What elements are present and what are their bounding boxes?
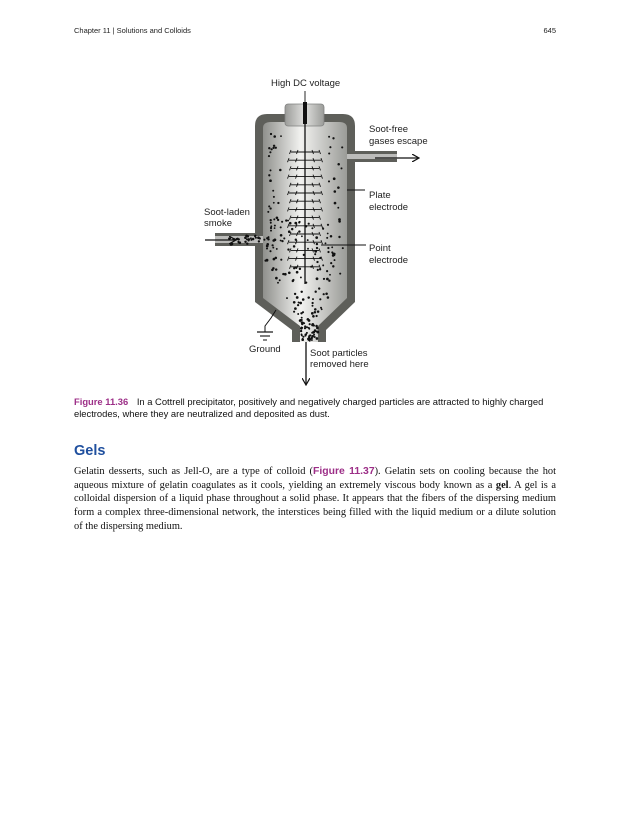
soot-particle xyxy=(299,302,302,305)
soot-particle xyxy=(252,238,255,241)
soot-particle xyxy=(314,329,317,332)
soot-particle xyxy=(272,147,274,149)
soot-particle xyxy=(323,293,325,295)
soot-particle xyxy=(308,327,310,329)
soot-particle xyxy=(292,280,294,282)
soot-particle xyxy=(270,225,272,227)
soot-particle xyxy=(316,327,319,330)
soot-particle xyxy=(311,323,314,326)
soot-particle xyxy=(301,323,303,325)
soot-particle xyxy=(275,268,277,270)
soot-particle xyxy=(270,222,272,224)
soot-particle xyxy=(326,237,328,239)
soot-particle xyxy=(297,304,299,306)
soot-particle xyxy=(304,325,306,327)
label-soot-removed-2: removed here xyxy=(310,359,369,370)
soot-particle xyxy=(277,282,279,284)
soot-particle xyxy=(326,278,329,281)
label-point-2: electrode xyxy=(369,255,409,266)
soot-particle xyxy=(277,202,279,204)
soot-particle xyxy=(244,241,246,243)
soot-particle xyxy=(267,211,269,213)
soot-particle xyxy=(308,339,310,341)
key-term-gel: gel xyxy=(495,479,509,491)
soot-particle xyxy=(274,225,276,227)
soot-particle xyxy=(281,240,283,242)
soot-particle xyxy=(272,190,274,192)
soot-particle xyxy=(247,235,250,238)
soot-particle xyxy=(338,220,341,223)
soot-particle xyxy=(268,155,270,157)
figure-label[interactable]: Figure 11.36 xyxy=(74,396,129,407)
soot-particle xyxy=(311,339,313,341)
label-soot-free-1: Soot-free xyxy=(369,124,409,135)
soot-particle xyxy=(275,277,278,280)
soot-particle xyxy=(334,259,336,261)
soot-particle xyxy=(303,254,305,256)
soot-particle xyxy=(302,298,305,301)
soot-particle xyxy=(337,186,340,189)
soot-particle xyxy=(331,246,333,248)
soot-particle xyxy=(316,315,318,317)
soot-particle xyxy=(325,242,327,244)
soot-particle xyxy=(276,216,279,219)
soot-particle xyxy=(318,287,320,289)
soot-particle xyxy=(285,219,287,221)
soot-particle xyxy=(328,152,330,154)
section-heading: Gels xyxy=(74,443,106,459)
soot-particle xyxy=(294,307,297,310)
soot-particle xyxy=(301,338,304,341)
soot-particle xyxy=(280,259,282,261)
soot-particle xyxy=(299,268,301,270)
caption-text: In a Cottrell precipitator, positively and negatively charged particles are attracted to highly charged electrodes, where they are neutralized and deposited as dust. xyxy=(74,396,544,419)
soot-particle xyxy=(270,219,272,221)
soot-particle xyxy=(311,312,314,315)
soot-particle xyxy=(294,293,296,295)
soot-particle xyxy=(300,330,302,332)
label-ground: Ground xyxy=(249,344,281,355)
soot-particle xyxy=(289,222,292,225)
soot-particle xyxy=(322,264,324,266)
soot-particle xyxy=(257,236,260,239)
soot-particle xyxy=(316,337,319,340)
soot-particle xyxy=(328,279,330,281)
soot-particle xyxy=(311,302,313,304)
soot-particle xyxy=(286,297,288,299)
soot-particle xyxy=(271,269,274,272)
soot-particle xyxy=(312,305,314,307)
soot-particle xyxy=(274,227,276,229)
soot-particle xyxy=(314,336,316,338)
soot-particle xyxy=(273,218,275,220)
soot-particle xyxy=(319,257,321,259)
soot-particle xyxy=(314,311,317,314)
soot-particle xyxy=(300,291,302,293)
label-high-dc-voltage: High DC voltage xyxy=(271,78,341,89)
soot-particle xyxy=(287,248,289,250)
soot-particle xyxy=(332,265,334,267)
cottrell-precipitator-figure xyxy=(185,74,445,389)
soot-particle xyxy=(322,228,324,230)
soot-particle xyxy=(279,169,282,172)
soot-particle xyxy=(269,250,271,252)
soot-particle xyxy=(323,278,325,280)
soot-particle xyxy=(258,240,260,242)
soot-particle xyxy=(246,238,248,240)
soot-particle xyxy=(246,243,248,245)
soot-particle xyxy=(314,253,316,255)
soot-particle xyxy=(310,266,312,268)
soot-particle xyxy=(288,230,291,233)
paragraph-part-3: . A gel is a colloidal dispersion of a liquid phase throughout a solid phase. It appears that the fibers of the dispersing medium form a complex three-dimensional network, the interstices being filled with the liquid medium or a dilute solution of the dispersing medium. xyxy=(74,479,556,532)
soot-particle xyxy=(280,240,282,242)
soot-particle xyxy=(301,327,303,329)
soot-particle xyxy=(337,207,339,209)
label-soot-laden-2: smoke xyxy=(204,218,232,229)
paragraph-part-1: Gelatin desserts, such as Jell-O, are a type of colloid ( xyxy=(74,466,314,477)
soot-particle xyxy=(312,298,314,300)
precipitator-diagram xyxy=(185,74,445,389)
soot-particle xyxy=(342,247,344,249)
soot-particle xyxy=(341,167,343,169)
soot-particle xyxy=(269,151,271,153)
soot-particle xyxy=(305,225,308,228)
soot-particle xyxy=(315,236,318,239)
soot-particle xyxy=(268,174,270,176)
ground-symbol xyxy=(257,310,276,340)
soot-particle xyxy=(316,243,318,245)
soot-particle xyxy=(307,248,309,250)
soot-particle xyxy=(316,277,319,280)
soot-particle xyxy=(274,239,277,242)
soot-particle xyxy=(280,234,283,237)
soot-particle xyxy=(270,148,272,150)
soot-particle xyxy=(293,245,296,248)
soot-particle xyxy=(266,245,269,248)
soot-particle xyxy=(293,267,295,269)
soot-particle xyxy=(287,220,289,222)
soot-particle xyxy=(320,307,322,309)
soot-particle xyxy=(329,274,331,276)
soot-particle xyxy=(319,268,321,270)
soot-particle xyxy=(330,262,332,264)
soot-particle xyxy=(319,298,321,300)
soot-particle xyxy=(327,296,330,299)
soot-particle xyxy=(273,202,275,204)
soot-particle xyxy=(341,146,343,148)
soot-particle xyxy=(284,273,287,276)
soot-particle xyxy=(317,310,320,313)
soot-particle xyxy=(269,179,272,182)
soot-particle xyxy=(314,308,317,311)
soot-particle xyxy=(268,236,270,238)
label-plate-1: Plate xyxy=(369,190,391,201)
soot-particle xyxy=(270,230,272,232)
soot-particle xyxy=(308,319,311,322)
label-soot-laden-1: Soot-laden xyxy=(204,207,250,218)
page-number: 645 xyxy=(543,26,556,35)
soot-particle xyxy=(316,331,319,334)
soot-particle xyxy=(306,332,308,334)
soot-particle xyxy=(329,146,331,148)
soot-particle xyxy=(327,224,329,226)
soot-particle xyxy=(273,258,276,261)
soot-particle xyxy=(283,237,285,239)
soot-particle xyxy=(327,247,329,249)
soot-particle xyxy=(317,269,319,271)
soot-particle xyxy=(328,136,330,138)
soot-particle xyxy=(326,270,328,272)
soot-particle xyxy=(266,259,269,262)
soot-particle xyxy=(272,247,274,249)
soot-particle xyxy=(304,335,306,337)
soot-particle xyxy=(330,235,333,238)
body-paragraph xyxy=(74,465,556,534)
soot-particle xyxy=(280,226,282,228)
soot-particle xyxy=(270,227,272,229)
soot-particle xyxy=(267,238,269,240)
soot-particle xyxy=(308,223,310,225)
soot-particle xyxy=(263,239,265,241)
soot-particle xyxy=(312,315,315,318)
electrode-terminal xyxy=(303,102,307,124)
soot-particle xyxy=(266,247,268,249)
soot-particle xyxy=(273,135,276,138)
soot-particle xyxy=(302,336,304,338)
soot-particle xyxy=(300,276,302,278)
soot-particle xyxy=(270,169,272,171)
label-soot-free-2: gases escape xyxy=(369,136,428,147)
soot-particle xyxy=(296,271,299,274)
soot-particle xyxy=(273,196,275,198)
soot-particle xyxy=(294,222,297,225)
soot-particle xyxy=(238,241,241,244)
soot-particle xyxy=(327,251,329,253)
soot-particle xyxy=(271,244,273,246)
soot-particle xyxy=(313,334,315,336)
soot-particle xyxy=(281,221,283,223)
soot-particle xyxy=(236,238,238,240)
soot-particle xyxy=(301,334,303,336)
paragraph-part-2: ). Gelatin sets on cooling because the hot aqueous mixture of gelatin coagulates as it cools, yielding an extremely viscous body known as a xyxy=(74,466,556,491)
soot-particle xyxy=(268,147,270,149)
soot-particle xyxy=(276,248,278,250)
soot-particle xyxy=(293,311,295,313)
soot-particle xyxy=(250,237,252,239)
soot-particle xyxy=(302,311,304,313)
soot-particle xyxy=(309,323,311,325)
soot-particle xyxy=(328,180,330,182)
figure-reference-link[interactable]: Figure 11.37 xyxy=(313,466,375,477)
soot-particle xyxy=(337,163,340,166)
soot-particle xyxy=(338,236,340,238)
soot-particle xyxy=(293,301,296,304)
soot-particle xyxy=(334,202,337,205)
soot-particle xyxy=(301,317,303,319)
chapter-title: Chapter 11 | Solutions and Colloids xyxy=(74,26,191,35)
soot-particle xyxy=(254,235,256,237)
soot-particle xyxy=(314,250,317,253)
soot-particle xyxy=(269,207,271,209)
soot-particle xyxy=(277,219,279,221)
soot-particle xyxy=(279,279,281,281)
soot-particle xyxy=(307,296,309,298)
soot-particle xyxy=(291,228,293,230)
soot-particle xyxy=(315,291,317,293)
soot-particle xyxy=(280,135,282,137)
soot-particle xyxy=(268,205,270,207)
soot-particle xyxy=(307,239,309,241)
soot-particle xyxy=(325,293,328,296)
soot-particle xyxy=(332,254,335,257)
soot-particle xyxy=(275,147,277,149)
soot-particle xyxy=(305,282,307,284)
soot-particle xyxy=(299,319,302,322)
soot-particle xyxy=(334,190,337,193)
soot-particle xyxy=(298,230,300,232)
soot-particle xyxy=(301,235,303,237)
soot-particle xyxy=(295,239,297,241)
figure-caption xyxy=(74,396,556,420)
soot-particle xyxy=(339,273,341,275)
soot-particle xyxy=(298,302,300,304)
soot-particle xyxy=(273,145,275,147)
soot-particle xyxy=(316,261,318,263)
soot-particle xyxy=(333,177,336,180)
soot-particle xyxy=(327,233,329,235)
soot-particle xyxy=(311,337,313,339)
label-point-1: Point xyxy=(369,243,391,254)
soot-particle xyxy=(296,296,299,299)
soot-particle xyxy=(311,227,313,229)
soot-particle xyxy=(270,133,272,135)
soot-particle xyxy=(332,137,334,139)
soot-particle xyxy=(298,221,300,223)
soot-particle xyxy=(231,243,233,245)
label-plate-2: electrode xyxy=(369,202,409,213)
soot-particle xyxy=(297,313,299,315)
soot-particle xyxy=(316,247,318,249)
soot-particle xyxy=(288,271,291,274)
label-soot-removed-1: Soot particles xyxy=(310,348,368,359)
